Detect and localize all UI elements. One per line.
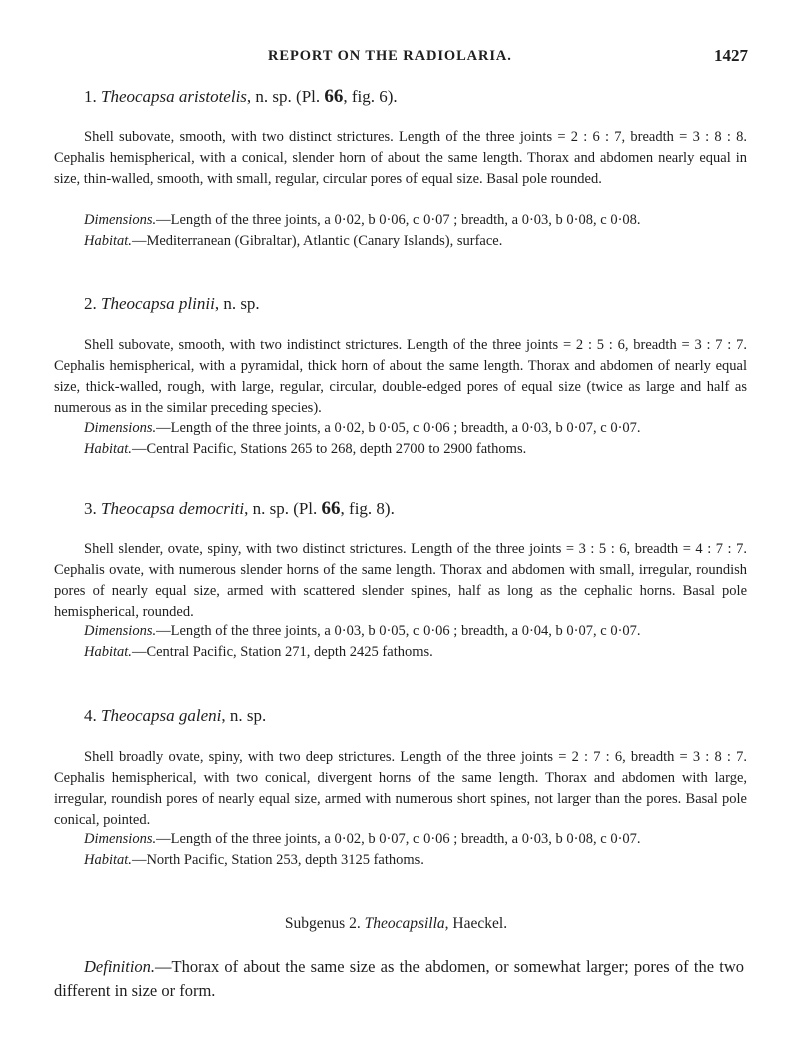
species-habitat-2: Habitat.—Central Pacific, Stations 265 to 268, depth 2700 to 2900 fathoms. — [84, 441, 527, 457]
species-number: 2. — [84, 294, 97, 313]
species-description-4: Shell broadly ovate, spiny, with two deep strictures. Length of the three joints = 2 : 7 : 6, breadth = 3 : 8 : 7. Cephalis hemispherical, with two conical, divergent horns of the same length. Thorax and abdomen with large, irregular, roundish pores of nearly equal size, armed with numerous short spines, not larger than the pores. Basal pole conical, pointed. — [54, 749, 747, 828]
species-number: 3. — [84, 499, 97, 518]
species-figure: , fig. 6). — [343, 87, 398, 106]
species-name: Theocapsa galeni — [101, 706, 222, 725]
species-name: Theocapsa plinii — [101, 294, 215, 313]
species-habitat-3: Habitat.—Central Pacific, Station 271, depth 2425 fathoms. — [84, 644, 433, 660]
species-habitat-4: Habitat.—North Pacific, Station 253, depth 3125 fathoms. — [84, 852, 424, 868]
species-heading-3 — [84, 498, 395, 520]
species-figure: , fig. 8). — [340, 499, 395, 518]
subgenus-name: Theocapsilla — [364, 915, 445, 932]
species-suffix: , n. sp. — [221, 706, 267, 725]
subgenus-heading: Subgenus 2. Theocapsilla, Haeckel. — [284, 915, 508, 932]
species-suffix: , n. sp. (Pl. — [246, 87, 325, 106]
species-description-1: Shell subovate, smooth, with two distinct strictures. Length of the three joints = 2 : 6 : 7, breadth = 3 : 8 : 8. Cephalis hemispherical, with a conical, slender horn of about the same length. Thorax and abdomen nearly equal in size, thin-walled, smooth, with small, regular, circular pores of equal size. Basal pole rounded. — [54, 129, 747, 187]
species-dimensions-1: Dimensions.—Length of the three joints, a 0·02, b 0·06, c 0·07 ; breadth, a 0·03, b 0·08, c 0·08. — [84, 212, 641, 228]
species-heading-4 — [84, 706, 266, 726]
species-habitat-1: Habitat.—Mediterranean (Gibraltar), Atlantic (Canary Islands), surface. — [84, 233, 503, 249]
plate-number: 66 — [324, 86, 344, 107]
species-name: Theocapsa democriti — [101, 499, 245, 518]
species-description-3: Shell slender, ovate, spiny, with two distinct strictures. Length of the three joints = 3 : 5 : 6, breadth = 4 : 7 : 7. Cephalis ovate, with numerous slender horns of the same length. Thorax and abdomen with small, irregular, roundish pores of nearly equal size, armed with scattered slender spines, half as long as the cephalic horns. Basal pole hemispherical, rounded. — [54, 541, 747, 620]
species-suffix: , n. sp. — [214, 294, 260, 313]
species-heading-1 — [84, 86, 398, 108]
species-name: Theocapsa aristotelis — [101, 87, 247, 106]
running-title: REPORT ON THE RADIOLARIA. — [268, 48, 512, 64]
species-heading-2 — [84, 294, 260, 314]
species-number: 4. — [84, 706, 97, 725]
species-dimensions-4: Dimensions.—Length of the three joints, a 0·02, b 0·07, c 0·06 ; breadth, a 0·03, b 0·08, c 0·07. — [84, 831, 641, 847]
definition-label: Definition. — [84, 957, 156, 976]
page-number: 1427 — [714, 46, 748, 65]
species-suffix: , n. sp. (Pl. — [244, 499, 322, 518]
species-dimensions-3: Dimensions.—Length of the three joints, a 0·03, b 0·05, c 0·06 ; breadth, a 0·04, b 0·07, c 0·07. — [84, 623, 641, 639]
species-dimensions-2: Dimensions.—Length of the three joints, a 0·02, b 0·05, c 0·06 ; breadth, a 0·03, b 0·07, c 0·07. — [84, 420, 641, 436]
running-head — [0, 46, 800, 70]
subgenus-definition — [54, 955, 744, 1003]
definition-text: —Thorax of about the same size as the abdomen, or somewhat larger; pores of the two different in size or form. — [54, 957, 744, 1000]
species-number: 1. — [84, 87, 97, 106]
species-description-2: Shell subovate, smooth, with two indistinct strictures. Length of the three joints = 2 : 5 : 6, breadth = 3 : 7 : 7. Cephalis hemispherical, with a pyramidal, thick horn of about the same length. Thorax and abdomen of nearly equal size, thick-walled, rough, with large, regular, circular, double-edged pores of equal size (twice as large and half as numerous as in the similar preceding species). — [54, 337, 747, 416]
plate-number: 66 — [321, 498, 341, 519]
